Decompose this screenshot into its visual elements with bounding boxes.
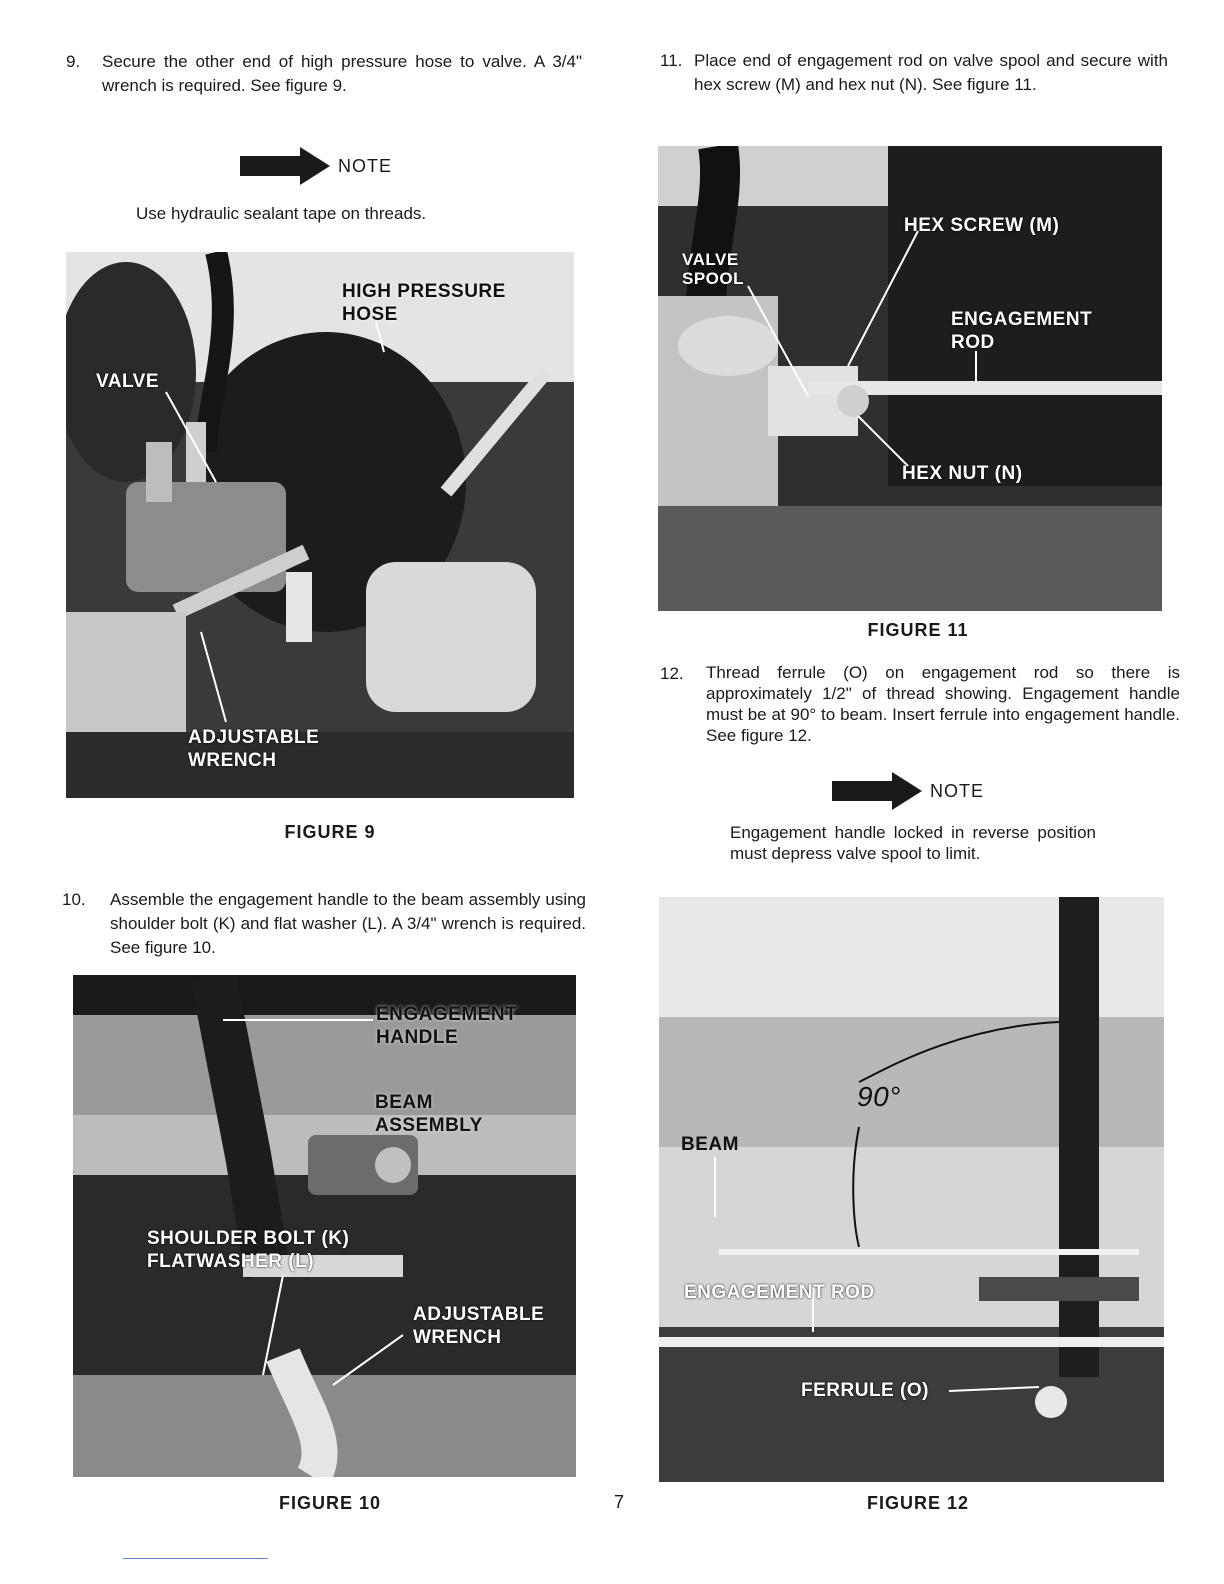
footer-rule (123, 1558, 268, 1559)
label-adjustable-wrench: ADJUSTABLE WRENCH (188, 727, 320, 771)
label-engagement-rod: ENGAGEMENT ROD (951, 309, 1093, 353)
figure-10-image (73, 975, 576, 1477)
note-label: NOTE (930, 780, 985, 801)
step-10 (62, 888, 588, 962)
page-number: 7 (614, 1492, 625, 1512)
label-adjustable-wrench: ADJUSTABLE WRENCH (413, 1304, 545, 1348)
figure-9-image (66, 252, 574, 798)
figure-10-photo (73, 975, 576, 1477)
figure-9-caption: FIGURE 9 (284, 822, 376, 842)
arrow-right-icon (240, 147, 332, 185)
label-engagement-rod: ENGAGEMENT ROD (684, 1282, 875, 1303)
step-number: 12. (660, 664, 684, 683)
label-90-degrees: 90° (857, 1081, 901, 1112)
step-text: Place end of engagement rod on valve spool and secure with hex screw (M) and hex nut (N). See figure 11. (694, 51, 1168, 94)
note-text: Use hydraulic sealant tape on threads. (136, 204, 427, 223)
note-label: NOTE (338, 155, 393, 176)
figure-10-caption: FIGURE 10 (278, 1493, 382, 1513)
figure-12-caption: FIGURE 12 (866, 1493, 970, 1513)
step-9 (66, 50, 586, 102)
figure-12-photo (659, 897, 1164, 1482)
label-valve-spool: VALVE SPOOL (682, 250, 745, 288)
step-11 (660, 49, 1168, 121)
label-shoulder-bolt-flatwasher: SHOULDER BOLT (K) FLATWASHER (L) (147, 1228, 350, 1272)
step-12 (660, 662, 1180, 750)
label-engagement-handle: ENGAGEMENT HANDLE (376, 1004, 518, 1048)
figure-9-photo (66, 252, 574, 798)
label-valve: VALVE (96, 371, 160, 392)
label-high-pressure-hose: HIGH PRESSURE HOSE (342, 281, 506, 325)
note-text: Engagement handle locked in reverse position must depress valve spool to limit. (730, 823, 1096, 863)
label-beam: BEAM (681, 1134, 739, 1155)
figure-11-caption: FIGURE 11 (867, 620, 969, 640)
note-callout (240, 147, 392, 185)
label-hex-screw: HEX SCREW (M) (904, 215, 1060, 236)
arrow-right-icon (832, 772, 924, 810)
step-number: 10. (62, 890, 86, 909)
label-ferrule: FERRULE (O) (801, 1380, 929, 1401)
label-hex-nut: HEX NUT (N) (902, 463, 1023, 484)
label-beam-assembly: BEAM ASSEMBLY (375, 1092, 483, 1136)
step-number: 11. (660, 51, 683, 70)
note-callout (832, 772, 984, 810)
step-text: Thread ferrule (O) on engagement rod so there is approximately 1/2" of thread showing. Engagement handle must be at 90° to beam. Insert ferrule into engagement handle. See figure 12. (706, 663, 1180, 745)
figure-11-photo (658, 146, 1162, 611)
step-number: 9. (66, 52, 81, 71)
step-text: Assemble the engagement handle to the beam assembly using shoulder bolt (K) and flat washer (L). A 3/4" wrench is required. See figure 10. (110, 890, 586, 957)
step-text: Secure the other end of high pressure hose to valve. A 3/4" wrench is required. See figure 9. (102, 52, 582, 95)
